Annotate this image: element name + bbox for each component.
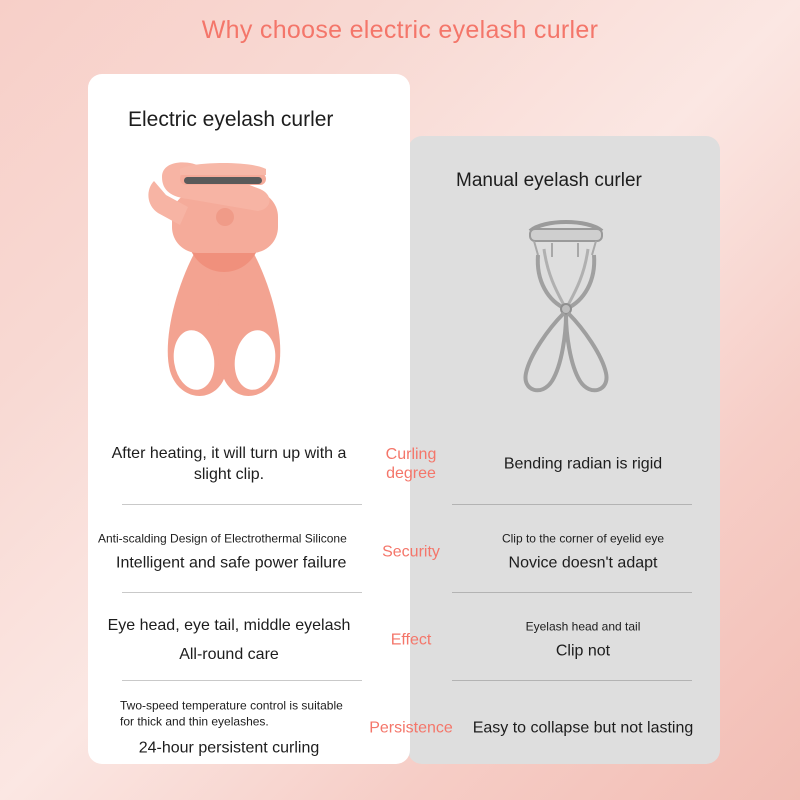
row-divider-left xyxy=(122,592,362,593)
comparison-table xyxy=(0,420,800,772)
row-right-text: Clip not xyxy=(555,642,611,660)
row-right-text: Novice doesn't adapt xyxy=(508,554,658,572)
electric-curler-image xyxy=(110,155,340,410)
row-label: Curling degree xyxy=(385,446,437,482)
row-right-text: Bending radian is rigid xyxy=(503,455,663,473)
row-left-cell xyxy=(98,698,360,759)
row-label: Persistence xyxy=(369,719,453,737)
row-left-cell xyxy=(98,531,360,574)
manual-panel-heading: Manual eyelash curler xyxy=(456,170,642,191)
table-row xyxy=(0,596,800,684)
row-divider-right xyxy=(452,680,692,681)
table-row xyxy=(0,684,800,772)
table-row xyxy=(0,508,800,596)
row-right-subtext: Clip to the corner of eyelid eye xyxy=(501,531,665,546)
row-divider-left xyxy=(122,504,362,505)
electric-panel-heading: Electric eyelash curler xyxy=(128,108,334,131)
row-right-cell xyxy=(452,619,714,662)
table-row xyxy=(0,420,800,508)
row-label: Security xyxy=(382,543,440,561)
row-left-subtext: Eye head, eye tail, middle eyelash xyxy=(107,617,351,634)
row-label: Effect xyxy=(390,631,432,649)
row-left-text: Intelligent and safe power failure xyxy=(116,554,347,572)
page-title: Why choose electric eyelash curler xyxy=(201,16,599,44)
row-left-subtext: Two-speed temperature control is suitable for thick and thin eyelashes. xyxy=(120,698,343,729)
row-divider-left xyxy=(122,680,362,681)
row-right-text: Easy to collapse but not lasting xyxy=(472,719,694,737)
row-left-text: 24-hour persistent curling xyxy=(138,739,320,757)
row-divider-right xyxy=(452,592,692,593)
manual-curler-image xyxy=(486,205,646,405)
row-left-cell xyxy=(98,615,360,665)
row-right-cell xyxy=(452,531,714,574)
row-left-text: After heating, it will turn up with a slight clip. xyxy=(111,445,347,483)
row-left-text: All-round care xyxy=(179,646,279,663)
row-divider-right xyxy=(452,504,692,505)
row-left-subtext: Anti-scalding Design of Electrothermal Silicone xyxy=(98,531,347,546)
row-right-subtext: Eyelash head and tail xyxy=(525,619,641,634)
